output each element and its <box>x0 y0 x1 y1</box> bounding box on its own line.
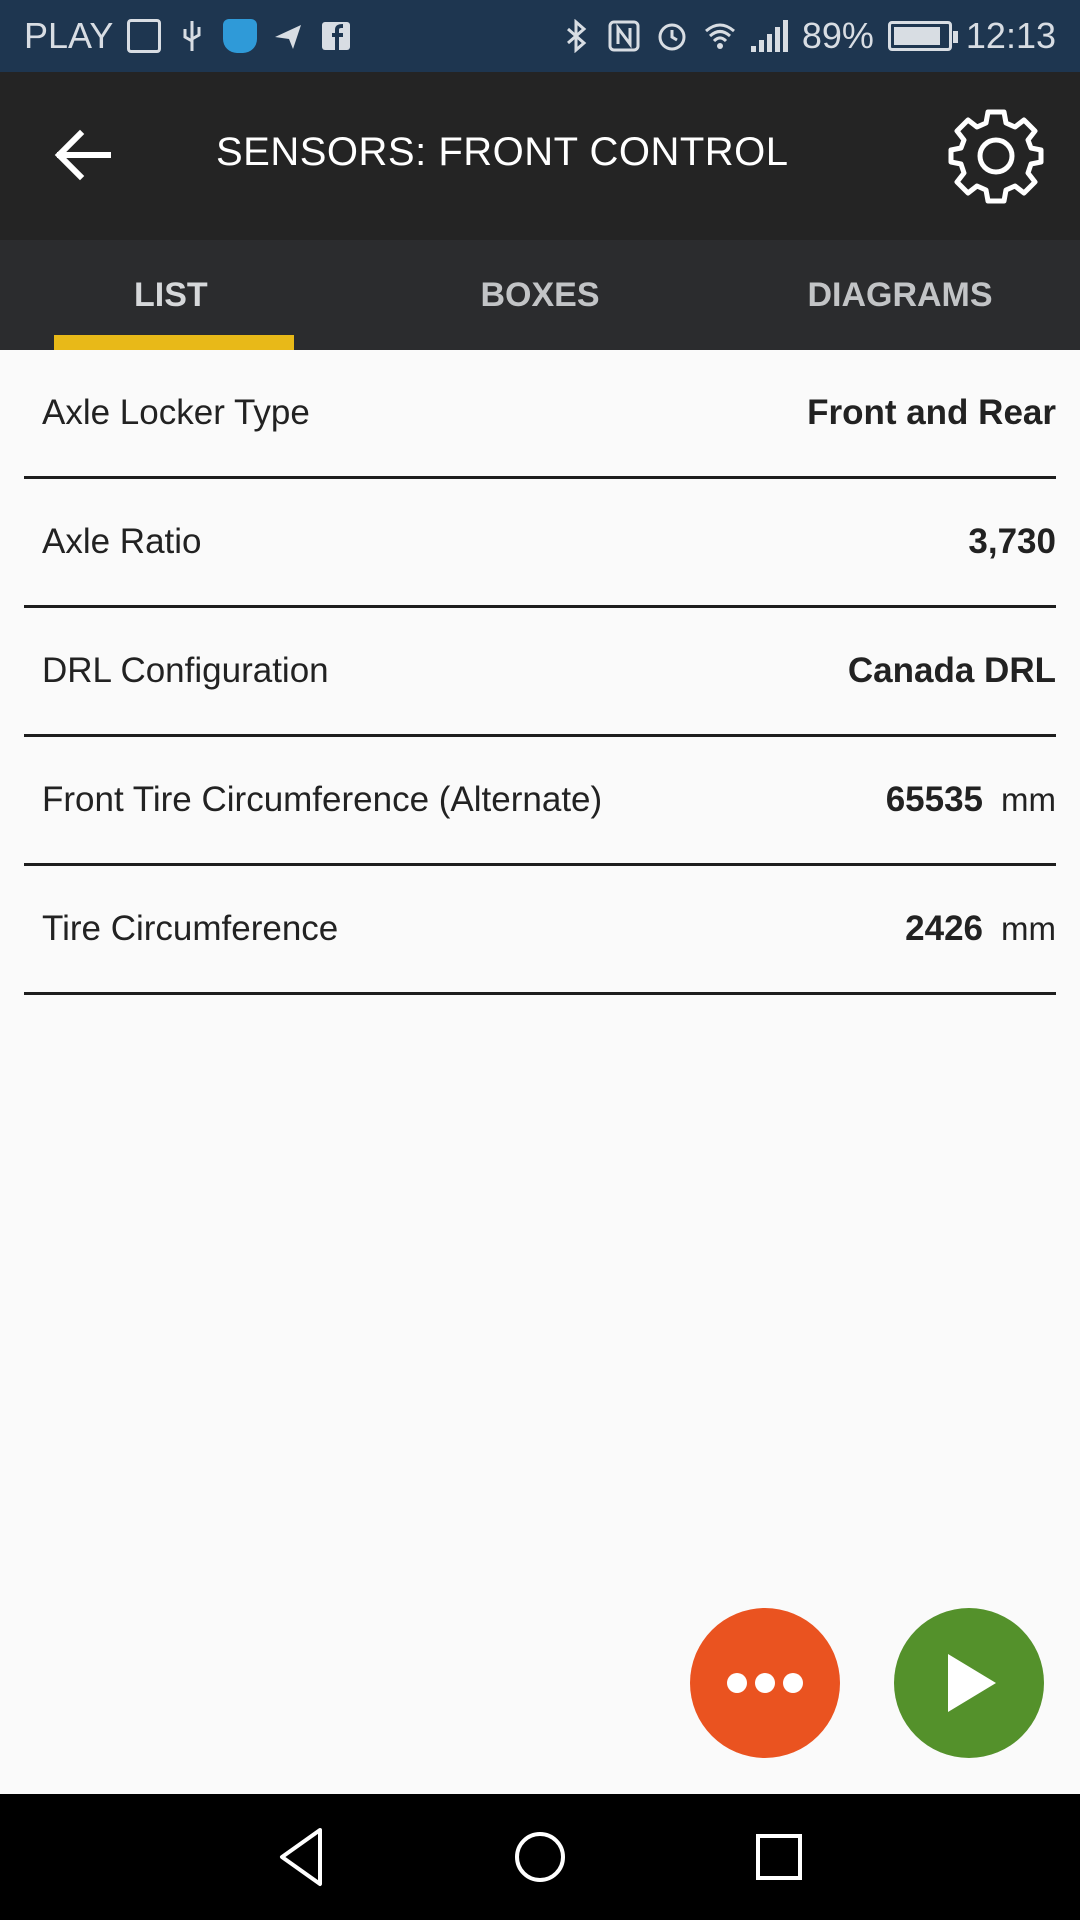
facebook-icon <box>319 19 353 53</box>
tab-list-label: LIST <box>134 275 208 314</box>
activity-icon <box>127 19 161 53</box>
item-value-group <box>886 780 1056 820</box>
nav-back-icon[interactable] <box>268 1822 338 1892</box>
tab-boxes-label: BOXES <box>480 275 600 314</box>
alarm-icon <box>655 19 689 53</box>
gear-icon[interactable] <box>944 104 1048 208</box>
status-bar <box>0 0 1080 72</box>
tab-boxes[interactable] <box>360 240 720 350</box>
active-tab-indicator <box>54 335 294 350</box>
tab-bar <box>0 240 1080 350</box>
item-label: Tire Circumference <box>42 909 339 948</box>
more-dots-icon <box>783 1673 803 1693</box>
start-button[interactable] <box>894 1608 1044 1758</box>
back-arrow-icon[interactable] <box>50 122 116 188</box>
tab-list[interactable] <box>0 240 360 350</box>
system-nav-bar <box>0 1794 1080 1920</box>
wifi-icon <box>703 19 737 53</box>
usb-icon <box>175 19 209 53</box>
list-item[interactable] <box>24 350 1056 479</box>
app-toolbar <box>0 72 1080 240</box>
clock: 12:13 <box>965 15 1056 56</box>
item-label: Axle Ratio <box>42 522 202 561</box>
more-options-button[interactable] <box>690 1608 840 1758</box>
sensor-list <box>24 350 1056 995</box>
play-icon <box>934 1648 1004 1718</box>
bluetooth-icon <box>559 19 593 53</box>
battery-icon <box>888 21 952 51</box>
item-unit: mm <box>1001 781 1056 818</box>
item-value-group <box>848 651 1056 691</box>
status-right <box>559 15 1056 57</box>
item-label: Axle Locker Type <box>42 393 310 432</box>
page-title: SENSORS: FRONT CONTROL <box>216 130 789 174</box>
item-value-group <box>807 393 1056 433</box>
item-value: 3,730 <box>968 522 1056 561</box>
signal-icon <box>751 20 788 52</box>
tab-diagrams[interactable] <box>720 240 1080 350</box>
more-dots-icon <box>727 1673 747 1693</box>
nav-recent-apps-icon[interactable] <box>744 1822 814 1892</box>
list-item[interactable] <box>24 608 1056 737</box>
carrier-label: PLAY <box>24 15 114 56</box>
item-unit: mm <box>1001 910 1056 947</box>
status-left <box>24 15 353 57</box>
list-item[interactable] <box>24 479 1056 608</box>
item-value: Front and Rear <box>807 393 1056 432</box>
shield-icon <box>223 19 257 53</box>
send-icon <box>271 19 305 53</box>
nav-home-icon[interactable] <box>505 1822 575 1892</box>
item-value-group <box>968 522 1056 562</box>
tab-diagrams-label: DIAGRAMS <box>807 275 993 314</box>
item-value: 65535 <box>885 780 984 819</box>
item-label: Front Tire Circumference (Alternate) <box>42 780 603 819</box>
item-value: Canada DRL <box>847 651 1056 690</box>
item-label: DRL Configuration <box>42 651 329 690</box>
item-value-group <box>905 909 1056 949</box>
nfc-icon <box>607 19 641 53</box>
list-item[interactable] <box>24 866 1056 995</box>
more-dots-icon <box>755 1673 775 1693</box>
list-item[interactable] <box>24 737 1056 866</box>
battery-percent: 89% <box>801 15 874 56</box>
item-value: 2426 <box>905 909 984 948</box>
